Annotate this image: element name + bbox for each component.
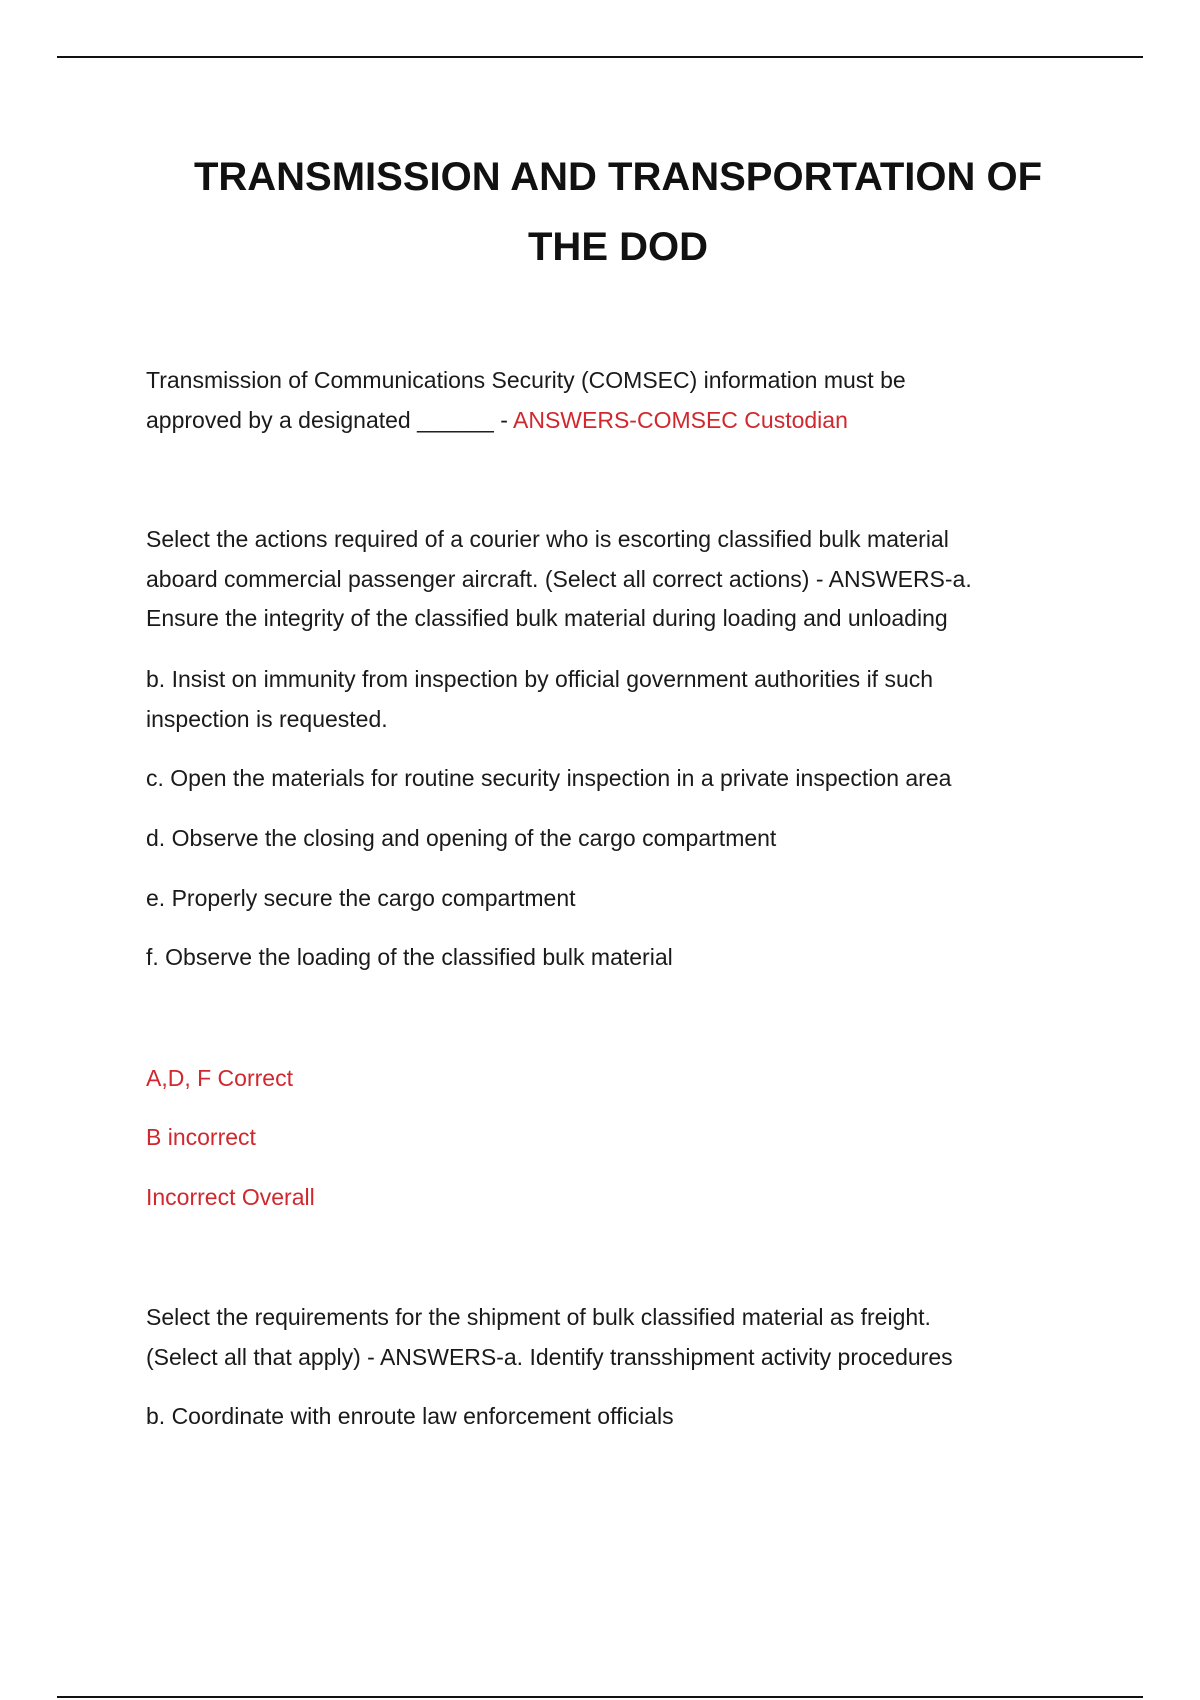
q3-line-2: (Select all that apply) - ANSWERS-a. Identify transshipment activity procedures <box>146 1344 953 1370</box>
q2-option-b-line-1: b. Insist on immunity from inspection by official government authorities if such <box>146 666 934 692</box>
q2-line-1: Select the actions required of a courier who is escorting classified bulk material <box>146 526 949 552</box>
q2-note-correct: A,D, F Correct <box>146 1065 293 1091</box>
q2-option-b-line-2: inspection is requested. <box>146 706 388 732</box>
document-title <box>120 142 1116 282</box>
q2-option-e: e. Properly secure the cargo compartment <box>146 885 576 911</box>
q1-answer: ANSWERS-COMSEC Custodian <box>513 407 848 433</box>
q2-option-d: d. Observe the closing and opening of the cargo compartment <box>146 825 777 851</box>
q3-option-b: b. Coordinate with enroute law enforcement officials <box>146 1403 674 1429</box>
q2-note-b-incorrect: B incorrect <box>146 1124 256 1150</box>
q2-option-f: f. Observe the loading of the classified bulk material <box>146 944 673 970</box>
q3-line-1: Select the requirements for the shipment of bulk classified material as freight. <box>146 1304 931 1330</box>
bottom-rule <box>57 1696 1143 1698</box>
q2-option-c: c. Open the materials for routine security inspection in a private inspection area <box>146 765 952 791</box>
q1-line-2 <box>146 400 1086 440</box>
title-line-1: TRANSMISSION AND TRANSPORTATION OF <box>193 155 1043 199</box>
q1-line-1: Transmission of Communications Security (COMSEC) information must be <box>146 367 906 393</box>
q1-line-2-text: approved by a designated ______ - <box>146 407 514 433</box>
q2-line-2: aboard commercial passenger aircraft. (Select all correct actions) - ANSWERS-a. <box>146 566 972 592</box>
q2-line-3: Ensure the integrity of the classified bulk material during loading and unloading <box>146 605 948 631</box>
q2-note-overall: Incorrect Overall <box>146 1184 315 1210</box>
top-rule <box>57 56 1143 58</box>
title-line-2: THE DOD <box>528 225 708 269</box>
